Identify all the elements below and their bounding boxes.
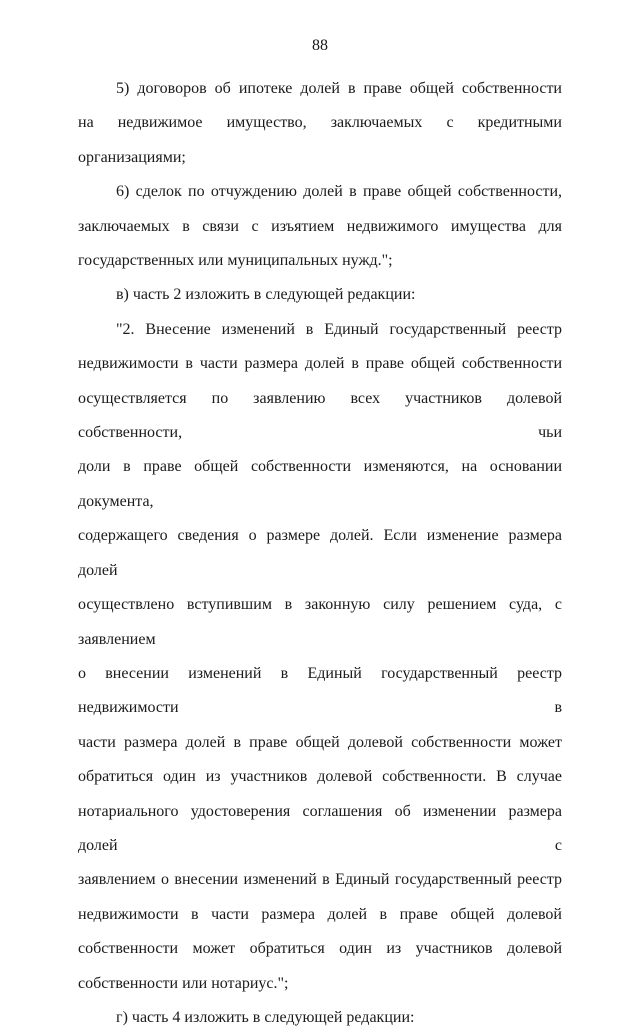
text-line: заключаемых в связи с изъятием недвижимого имущества для <box>78 217 562 235</box>
paragraph-item-g <box>78 1001 562 1035</box>
text-line: доли в праве общей собственности изменяются, на основании документа, <box>78 458 562 510</box>
text-line: недвижимости в части размера долей в праве общей собственности <box>78 355 562 373</box>
text-line: осуществлено вступившим в законную силу решением суда, с заявлением <box>78 596 562 648</box>
text-line: нотариального удостоверения соглашения об изменении размера долей с <box>78 802 562 854</box>
paragraph-item-v <box>78 278 562 312</box>
text-line: собственности или нотариус."; <box>78 974 289 992</box>
document-body <box>78 72 562 1035</box>
text-line: собственности может обратиться один из участников долевой <box>78 940 562 958</box>
text-line: заявлением о внесении изменений в Единый государственный реестр <box>78 871 562 889</box>
paragraph-item-5 <box>78 72 562 175</box>
text-line: о внесении изменений в Единый государственный реестр недвижимости в <box>78 664 562 717</box>
paragraph-part-2-text <box>78 313 562 1001</box>
text-line: г) часть 4 изложить в следующей редакции: <box>116 1008 415 1026</box>
text-line: 5) договоров об ипотеке долей в праве общей собственности <box>116 80 562 97</box>
text-line: содержащего сведения о размере долей. Если изменение размера долей <box>78 527 562 579</box>
text-line: 6) сделок по отчуждению долей в праве общей собственности, <box>116 183 562 201</box>
text-line: обратиться один из участников долевой собственности. В случае <box>78 768 562 786</box>
text-line: части размера долей в праве общей долевой собственности может <box>78 733 562 751</box>
text-line: "2. Внесение изменений в Единый государственный реестр <box>116 320 562 338</box>
paragraph-item-6 <box>78 175 562 278</box>
text-line: осуществляется по заявлению всех участников долевой собственности, чьи <box>78 389 562 442</box>
text-line: государственных или муниципальных нужд."; <box>78 252 393 270</box>
page-number: 88 <box>312 37 328 54</box>
text-line: недвижимости в части размера долей в праве общей долевой <box>78 905 562 923</box>
text-line: в) часть 2 изложить в следующей редакции: <box>116 286 416 304</box>
text-line: на недвижимое имущество, заключаемых с кредитными организациями; <box>78 114 562 166</box>
